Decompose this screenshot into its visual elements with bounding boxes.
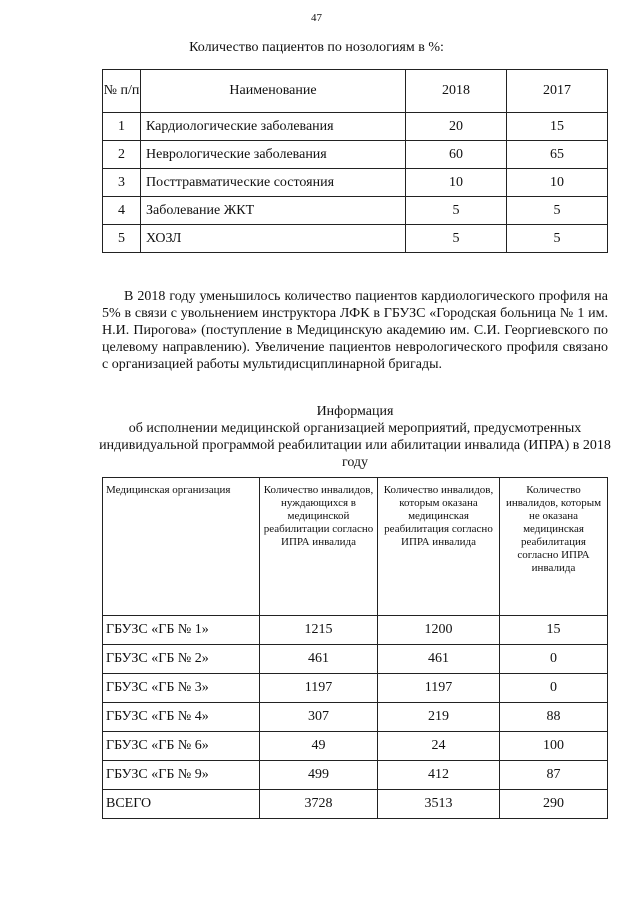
table1-title: Количество пациентов по нозологиям в %: [189,40,444,55]
table-row [103,645,608,674]
cell-provided: 1197 [378,674,500,703]
cell-name: Кардиологические заболевания [141,113,406,141]
table-row [103,761,608,790]
cell-needing: 461 [260,645,378,674]
header-needing: Количество инвалидов, нуждающихся в медицинской реабилитации согласно ИПРА инвалида [260,478,378,616]
cell-2018: 60 [406,141,507,169]
cell-not-provided: 0 [500,674,608,703]
cell-org: ВСЕГО [103,790,260,819]
cell-not-provided: 100 [500,732,608,761]
cell-not-provided: 87 [500,761,608,790]
body-paragraph: В 2018 году уменьшилось количество пациентов кардиологического профиля на 5% в связи с увольнением инструктора ЛФК в ГБУЗС «Городская больница № 1 им. Н.И. Пирогова» (поступление в Медицинскую академию им. С.И. Георгиевского по целевому направлению). Увеличение пациентов неврологического профиля связано с организацией работы мультидисциплинарной бригады. [102,289,608,372]
header-org: Медицинская организация [103,478,260,616]
info-heading: Информация [316,404,394,419]
cell-needing: 499 [260,761,378,790]
info-subheading: об исполнении медицинской организацией мероприятий, предусмотренных индивидуальной программой реабилитации или абилитации инвалида (ИПРА) в 2018 году [99,421,611,470]
header-provided: Количество инвалидов, которым оказана медицинская реабилитация согласно ИПРА инвалида [378,478,500,616]
cell-num: 4 [103,197,141,225]
cell-2018: 5 [406,197,507,225]
cell-needing: 49 [260,732,378,761]
cell-name: Заболевание ЖКТ [141,197,406,225]
cell-2018: 10 [406,169,507,197]
cell-needing: 3728 [260,790,378,819]
table-row [103,674,608,703]
table-row [103,141,608,169]
table-row [103,616,608,645]
table-row [103,732,608,761]
cell-not-provided: 88 [500,703,608,732]
nosology-table [102,69,608,253]
cell-needing: 307 [260,703,378,732]
cell-not-provided: 290 [500,790,608,819]
cell-name: Неврологические заболевания [141,141,406,169]
header-name: Наименование [141,70,406,113]
cell-org: ГБУЗС «ГБ № 6» [103,732,260,761]
table-row [103,169,608,197]
cell-org: ГБУЗС «ГБ № 1» [103,616,260,645]
cell-org: ГБУЗС «ГБ № 9» [103,761,260,790]
header-2018: 2018 [406,70,507,113]
cell-provided: 3513 [378,790,500,819]
cell-2017: 15 [507,113,608,141]
header-num: № п/п [103,70,141,113]
cell-provided: 461 [378,645,500,674]
ipra-table [102,477,608,819]
cell-num: 2 [103,141,141,169]
header-not-provided: Количество инвалидов, которым не оказана медицинская реабилитация согласно ИПРА инвалида [500,478,608,616]
cell-org: ГБУЗС «ГБ № 3» [103,674,260,703]
table-total-row [103,790,608,819]
info-title-block [90,403,620,471]
table-header-row [103,70,608,113]
cell-org: ГБУЗС «ГБ № 2» [103,645,260,674]
cell-org: ГБУЗС «ГБ № 4» [103,703,260,732]
cell-name: Посттравматические состояния [141,169,406,197]
cell-2017: 5 [507,225,608,253]
cell-provided: 219 [378,703,500,732]
cell-num: 3 [103,169,141,197]
cell-2017: 65 [507,141,608,169]
cell-name: ХОЗЛ [141,225,406,253]
cell-provided: 1200 [378,616,500,645]
table-row [103,113,608,141]
cell-2018: 5 [406,225,507,253]
table-header-row [103,478,608,616]
cell-not-provided: 0 [500,645,608,674]
cell-num: 5 [103,225,141,253]
cell-num: 1 [103,113,141,141]
cell-2017: 5 [507,197,608,225]
table-row [103,703,608,732]
cell-provided: 24 [378,732,500,761]
cell-needing: 1197 [260,674,378,703]
page-number: 47 [311,12,322,24]
table-row [103,225,608,253]
cell-not-provided: 15 [500,616,608,645]
header-2017: 2017 [507,70,608,113]
cell-needing: 1215 [260,616,378,645]
table-row [103,197,608,225]
cell-2018: 20 [406,113,507,141]
cell-provided: 412 [378,761,500,790]
cell-2017: 10 [507,169,608,197]
